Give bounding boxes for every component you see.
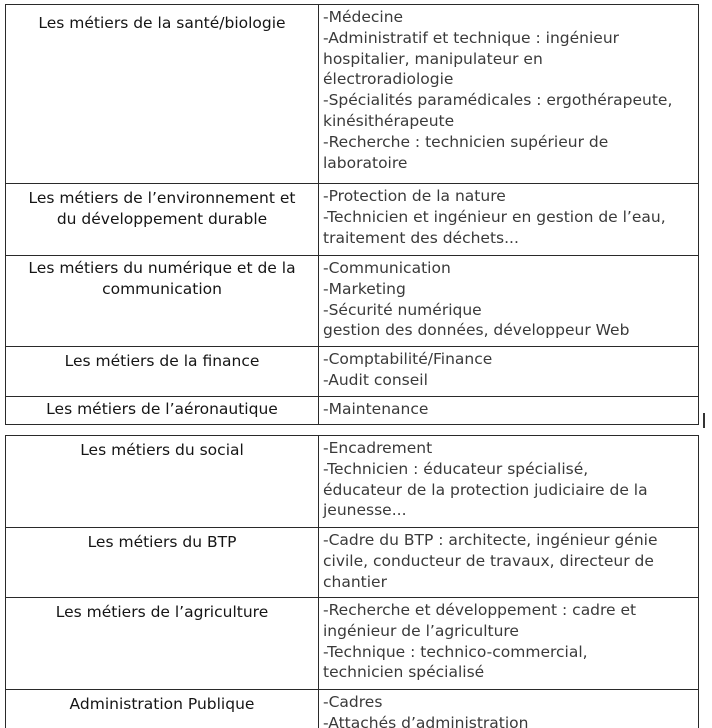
category-label: communication [102, 279, 222, 298]
detail-line: traitement des déchets... [323, 228, 519, 247]
details-cell [319, 397, 699, 425]
table-row [6, 598, 699, 690]
detail-line: chantier [323, 572, 387, 591]
category-cell [6, 690, 319, 728]
table-row [6, 528, 699, 598]
detail-line: -Recherche et développement : cadre et [323, 601, 637, 619]
detail-line: -Attachés d’administration [323, 713, 529, 728]
detail-line: électroradiologie [323, 70, 454, 89]
detail-line: -Encadrement [323, 439, 433, 457]
detail-line: -Technicien : éducateur spécialisé, [323, 459, 589, 478]
category-cell [6, 5, 319, 184]
category-label: Les métiers de l’aéronautique [46, 400, 278, 418]
detail-line: kinésithérapeute [323, 111, 455, 130]
details-cell [319, 347, 699, 397]
detail-line: ingénieur de l’agriculture [323, 621, 519, 640]
category-cell [6, 436, 319, 528]
detail-line: -Cadre du BTP : architecte, ingénieur génie [323, 531, 658, 549]
category-cell [6, 347, 319, 397]
table-row [6, 436, 699, 528]
detail-line: laboratoire [323, 153, 408, 172]
detail-line: -Technique : technico-commercial, [323, 642, 588, 661]
detail-line: -Médecine [323, 8, 404, 26]
category-label: Les métiers du numérique et de la [28, 259, 296, 277]
detail-line: technicien spécialisé [323, 663, 485, 682]
details-cell [319, 598, 699, 690]
category-label: Les métiers de l’environnement et [28, 189, 296, 207]
table-row [6, 347, 699, 397]
category-label: Administration Publique [69, 695, 255, 713]
details-cell [319, 184, 699, 256]
detail-line: jeunesse... [323, 501, 407, 520]
detail-line: -Comptabilité/Finance [323, 350, 493, 368]
detail-line: -Sécurité numérique [323, 300, 482, 319]
careers-table-part-1 [5, 4, 699, 425]
careers-table-part-2 [5, 435, 699, 728]
category-cell [6, 528, 319, 598]
detail-line: -Cadres [323, 693, 383, 711]
category-label: Les métiers de la santé/biologie [38, 14, 286, 32]
detail-line: hospitalier, manipulateur en [323, 49, 543, 68]
detail-line: -Technicien et ingénieur en gestion de l’eau, [323, 207, 666, 226]
detail-line: éducateur de la protection judiciaire de la [323, 480, 648, 499]
table-row [6, 256, 699, 347]
detail-line: -Communication [323, 259, 451, 277]
details-cell [319, 528, 699, 598]
table-row [6, 690, 699, 728]
detail-line: -Recherche : technicien supérieur de [323, 132, 609, 151]
category-label: Les métiers du BTP [87, 533, 237, 551]
detail-line: -Administratif et technique : ingénieur [323, 28, 620, 47]
details-cell [319, 5, 699, 184]
table-row [6, 5, 699, 184]
category-cell [6, 184, 319, 256]
detail-line: gestion des données, développeur Web [323, 321, 630, 340]
category-label: du développement durable [56, 209, 268, 228]
category-label: Les métiers de la finance [64, 352, 260, 370]
category-cell [6, 598, 319, 690]
text-cursor-mark [703, 413, 705, 428]
detail-line: -Spécialités paramédicales : ergothérapeute, [323, 91, 673, 110]
detail-line: -Audit conseil [323, 370, 428, 389]
table-row [6, 184, 699, 256]
category-label: Les métiers du social [80, 441, 244, 459]
category-cell [6, 256, 319, 347]
details-cell [319, 690, 699, 728]
details-cell [319, 436, 699, 528]
detail-line: -Protection de la nature [323, 187, 506, 205]
detail-line: -Marketing [323, 279, 406, 298]
category-cell [6, 397, 319, 425]
detail-line: -Maintenance [323, 400, 429, 418]
category-label: Les métiers de l’agriculture [55, 603, 269, 621]
details-cell [319, 256, 699, 347]
detail-line: civile, conducteur de travaux, directeur de [323, 551, 654, 570]
table-row [6, 397, 699, 425]
